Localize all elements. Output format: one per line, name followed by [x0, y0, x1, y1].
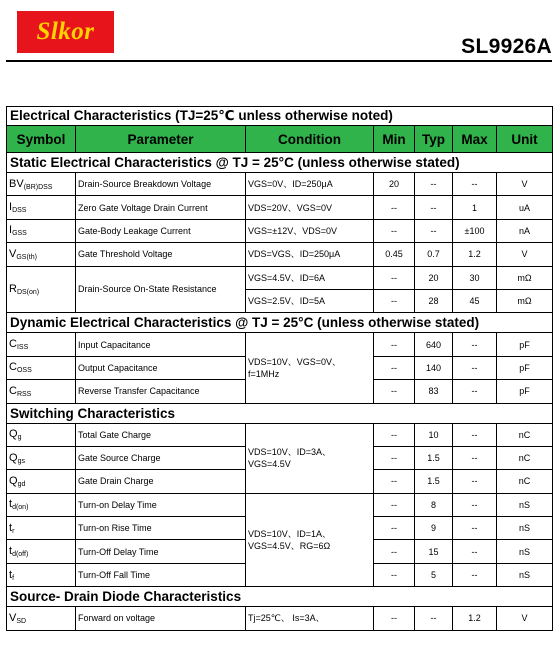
condition-cell: Tj=25℃、 Is=3A、 — [246, 607, 374, 630]
typ-cell: 9 — [415, 517, 453, 540]
typ-cell: -- — [415, 196, 453, 219]
max-cell: -- — [453, 540, 497, 563]
table-title-row — [7, 107, 553, 126]
symbol-cell: $V_{SD}$ — [7, 607, 76, 630]
symbol-cell: $C_{ISS}$ — [7, 333, 76, 356]
max-cell: -- — [453, 517, 497, 540]
symbol-cell: $C_{OSS}$ — [7, 356, 76, 379]
symbol-cell: $V_{GS(th)}$ — [7, 243, 76, 266]
column-header: Condition — [246, 126, 374, 153]
column-header: Symbol — [7, 126, 76, 153]
section-title: Source- Drain Diode Characteristics — [7, 587, 553, 607]
typ-cell: -- — [415, 607, 453, 630]
section-header-row — [7, 313, 553, 333]
unit-cell: nC — [497, 470, 553, 493]
section-title: Switching Characteristics — [7, 403, 553, 423]
condition-cell: VGS=4.5V、ID=6A — [246, 266, 374, 289]
min-cell: -- — [374, 423, 415, 446]
min-cell: -- — [374, 266, 415, 289]
unit-cell: uA — [497, 196, 553, 219]
min-cell: -- — [374, 446, 415, 469]
condition-cell: VGS=2.5V、ID=5A — [246, 289, 374, 312]
column-header: Unit — [497, 126, 553, 153]
max-cell: -- — [453, 380, 497, 403]
parameter-cell: Total Gate Charge — [76, 423, 246, 446]
unit-cell: mΩ — [497, 289, 553, 312]
min-cell: -- — [374, 470, 415, 493]
table-row — [7, 423, 553, 446]
typ-cell: 20 — [415, 266, 453, 289]
table-row — [7, 219, 553, 242]
parameter-cell: Gate Drain Charge — [76, 470, 246, 493]
typ-cell: 8 — [415, 493, 453, 516]
min-cell: -- — [374, 289, 415, 312]
max-cell: -- — [453, 493, 497, 516]
section-header-row — [7, 403, 553, 423]
unit-cell: nC — [497, 446, 553, 469]
typ-cell: 15 — [415, 540, 453, 563]
typ-cell: 10 — [415, 423, 453, 446]
min-cell: -- — [374, 356, 415, 379]
min-cell: -- — [374, 517, 415, 540]
parameter-cell: Gate-Body Leakage Current — [76, 219, 246, 242]
typ-cell: 140 — [415, 356, 453, 379]
symbol-cell: $t_r$ — [7, 517, 76, 540]
max-cell: 1 — [453, 196, 497, 219]
min-cell: -- — [374, 607, 415, 630]
typ-cell: -- — [415, 173, 453, 196]
unit-cell: pF — [497, 333, 553, 356]
table-header-row — [7, 126, 553, 153]
unit-cell: pF — [497, 356, 553, 379]
parameter-cell: Output Capacitance — [76, 356, 246, 379]
symbol-cell: $C_{RSS}$ — [7, 380, 76, 403]
brand-logo-text: Slkor — [36, 18, 95, 45]
max-cell: 1.2 — [453, 243, 497, 266]
min-cell: 0.45 — [374, 243, 415, 266]
condition-cell: VDS=VGS、ID=250μA — [246, 243, 374, 266]
condition-cell: VDS=20V、VGS=0V — [246, 196, 374, 219]
table-row — [7, 266, 553, 289]
symbol-cell: $t_{d(on)}$ — [7, 493, 76, 516]
table-row — [7, 243, 553, 266]
symbol-cell: $BV_{(BR)DSS}$ — [7, 173, 76, 196]
parameter-cell: Turn-Off Fall Time — [76, 563, 246, 586]
column-header: Min — [374, 126, 415, 153]
parameter-cell: Turn-on Rise Time — [76, 517, 246, 540]
unit-cell: V — [497, 243, 553, 266]
unit-cell: nS — [497, 517, 553, 540]
section-title: Dynamic Electrical Characteristics @ TJ = 25°C (unless otherwise stated) — [7, 313, 553, 333]
min-cell: -- — [374, 563, 415, 586]
parameter-cell: Drain-Source On-State Resistance — [76, 266, 246, 313]
min-cell: -- — [374, 333, 415, 356]
parameter-cell: Turn-Off Delay Time — [76, 540, 246, 563]
unit-cell: nS — [497, 493, 553, 516]
symbol-cell: $t_{d(off)}$ — [7, 540, 76, 563]
parameter-cell: Gate Threshold Voltage — [76, 243, 246, 266]
brand-logo — [17, 11, 114, 53]
unit-cell: nS — [497, 540, 553, 563]
table-row — [7, 173, 553, 196]
parameter-cell: Reverse Transfer Capacitance — [76, 380, 246, 403]
max-cell: -- — [453, 356, 497, 379]
condition-cell: VDS=10V、VGS=0V、 f=1MHz — [246, 333, 374, 403]
typ-cell: 0.7 — [415, 243, 453, 266]
header-divider — [6, 60, 552, 62]
part-number: SL9926A — [461, 35, 552, 58]
parameter-cell: Zero Gate Voltage Drain Current — [76, 196, 246, 219]
symbol-cell: $Q_{gd}$ — [7, 470, 76, 493]
parameter-cell: Turn-on Delay Time — [76, 493, 246, 516]
section-title: Static Electrical Characteristics @ TJ = 25°C (unless otherwise stated) — [7, 153, 553, 173]
parameter-cell: Input Capacitance — [76, 333, 246, 356]
unit-cell: nA — [497, 219, 553, 242]
max-cell: -- — [453, 563, 497, 586]
symbol-cell: $t_f$ — [7, 563, 76, 586]
max-cell: 1.2 — [453, 607, 497, 630]
min-cell: -- — [374, 196, 415, 219]
symbol-cell: $I_{GSS}$ — [7, 219, 76, 242]
min-cell: -- — [374, 219, 415, 242]
parameter-cell: Forward on voltage — [76, 607, 246, 630]
max-cell: -- — [453, 423, 497, 446]
condition-cell: VDS=10V、ID=3A、 VGS=4.5V — [246, 423, 374, 493]
table-row — [7, 196, 553, 219]
parameter-cell: Drain-Source Breakdown Voltage — [76, 173, 246, 196]
table-title: Electrical Characteristics (TJ=25℃ unless otherwise noted) — [7, 107, 553, 126]
typ-cell: 640 — [415, 333, 453, 356]
unit-cell: nC — [497, 423, 553, 446]
typ-cell: 5 — [415, 563, 453, 586]
typ-cell: 1.5 — [415, 446, 453, 469]
table-row — [7, 607, 553, 630]
table-row — [7, 333, 553, 356]
symbol-cell: $Q_{gs}$ — [7, 446, 76, 469]
column-header: Typ — [415, 126, 453, 153]
column-header: Parameter — [76, 126, 246, 153]
min-cell: -- — [374, 540, 415, 563]
typ-cell: 28 — [415, 289, 453, 312]
max-cell: -- — [453, 173, 497, 196]
unit-cell: nS — [497, 563, 553, 586]
section-header-row — [7, 587, 553, 607]
max-cell: 45 — [453, 289, 497, 312]
typ-cell: -- — [415, 219, 453, 242]
symbol-cell: $R_{DS(on)}$ — [7, 266, 76, 313]
max-cell: -- — [453, 470, 497, 493]
condition-cell: VGS=0V、ID=250μA — [246, 173, 374, 196]
max-cell: ±100 — [453, 219, 497, 242]
unit-cell: mΩ — [497, 266, 553, 289]
condition-cell: VGS=±12V、VDS=0V — [246, 219, 374, 242]
max-cell: -- — [453, 333, 497, 356]
symbol-cell: $I_{DSS}$ — [7, 196, 76, 219]
max-cell: 30 — [453, 266, 497, 289]
parameter-cell: Gate Source Charge — [76, 446, 246, 469]
min-cell: -- — [374, 380, 415, 403]
table-row — [7, 493, 553, 516]
unit-cell: pF — [497, 380, 553, 403]
unit-cell: V — [497, 607, 553, 630]
unit-cell: V — [497, 173, 553, 196]
electrical-characteristics-table — [6, 106, 553, 631]
column-header: Max — [453, 126, 497, 153]
min-cell: -- — [374, 493, 415, 516]
section-header-row — [7, 153, 553, 173]
max-cell: -- — [453, 446, 497, 469]
condition-cell: VDS=10V、ID=1A、 VGS=4.5V、RG=6Ω — [246, 493, 374, 587]
typ-cell: 83 — [415, 380, 453, 403]
min-cell: 20 — [374, 173, 415, 196]
typ-cell: 1.5 — [415, 470, 453, 493]
symbol-cell: $Q_g$ — [7, 423, 76, 446]
